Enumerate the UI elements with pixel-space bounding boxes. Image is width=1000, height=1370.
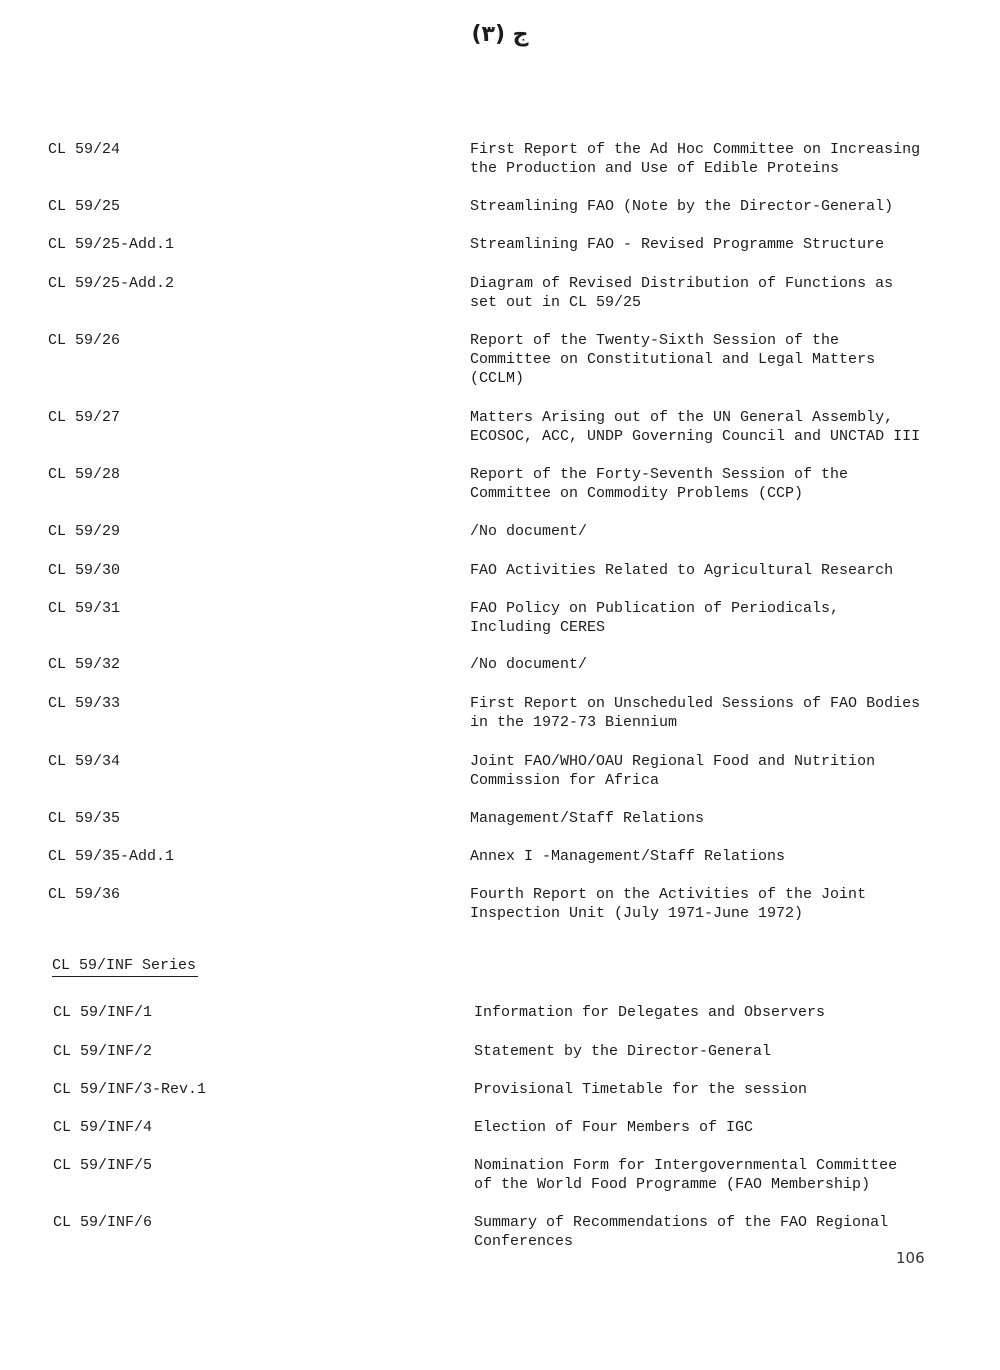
document-code: CL 59/28	[48, 466, 121, 483]
document-title-line: First Report of the Ad Hoc Committee on Increasing	[470, 141, 921, 158]
document-title-line: Information for Delegates and Observers	[474, 1004, 826, 1021]
document-title-line: FAO Policy on Publication of Periodicals,	[470, 600, 840, 617]
document-code: CL 59/25-Add.1	[48, 236, 175, 253]
document-title-line: Fourth Report on the Activities of the Joint	[470, 886, 867, 903]
document-code: CL 59/27	[48, 409, 121, 426]
document-code: CL 59/24	[48, 141, 121, 158]
document-title-line: Management/Staff Relations	[470, 810, 705, 827]
document-code: CL 59/34	[48, 753, 121, 770]
document-title	[470, 408, 970, 446]
document-title-line: Commission for Africa	[470, 772, 660, 789]
document-title-line: Conferences	[474, 1233, 574, 1250]
document-title	[470, 561, 970, 580]
document-code: CL 59/36	[48, 886, 121, 903]
document-title	[474, 1003, 974, 1022]
document-title-line: Including CERES	[470, 619, 606, 636]
document-title-line: Diagram of Revised Distribution of Functions as	[470, 275, 894, 292]
document-title-line: ECOSOC, ACC, UNDP Governing Council and UNCTAD III	[470, 428, 921, 445]
document-title-line: Statement by the Director-General	[474, 1043, 772, 1060]
document-title-line: Report of the Twenty-Sixth Session of the	[470, 332, 840, 349]
document-title-line: Inspection Unit (July 1971-June 1972)	[470, 905, 804, 922]
document-title	[470, 847, 970, 866]
document-title-line: First Report on Unscheduled Sessions of FAO Bodies	[470, 695, 921, 712]
document-title-line: of the World Food Programme (FAO Membership)	[474, 1176, 871, 1193]
document-code: CL 59/INF/5	[53, 1157, 153, 1174]
document-title-line: Election of Four Members of IGC	[474, 1119, 754, 1136]
document-code: CL 59/INF/6	[53, 1214, 153, 1231]
document-code: CL 59/31	[48, 600, 121, 617]
document-code: CL 59/26	[48, 332, 121, 349]
document-title-line: Streamlining FAO (Note by the Director-General)	[470, 198, 894, 215]
document-code: CL 59/INF/3-Rev.1	[53, 1081, 207, 1098]
document-title-line: (CCLM)	[470, 370, 525, 387]
document-title-line: Report of the Forty-Seventh Session of the	[470, 466, 849, 483]
document-code: CL 59/25-Add.2	[48, 275, 175, 292]
document-title-line: Committee on Commodity Problems (CCP)	[470, 485, 804, 502]
document-title-line: Nomination Form for Intergovernmental Committee	[474, 1157, 898, 1174]
document-title	[474, 1080, 974, 1099]
document-title-line: set out in CL 59/25	[470, 294, 642, 311]
document-code: CL 59/INF/2	[53, 1043, 153, 1060]
document-code: CL 59/29	[48, 523, 121, 540]
document-title-line: Annex I -Management/Staff Relations	[470, 848, 786, 865]
document-title	[470, 522, 970, 541]
inf-series-heading: CL 59/INF Series	[52, 956, 198, 977]
document-title-line: /No document/	[470, 523, 588, 540]
document-title	[470, 809, 970, 828]
document-title-line: Provisional Timetable for the session	[474, 1081, 808, 1098]
document-title-line: Matters Arising out of the UN General Assembly,	[470, 409, 894, 426]
page-header: (٣) ج	[471, 22, 529, 47]
document-code: CL 59/33	[48, 695, 121, 712]
document-title	[470, 694, 970, 732]
document-title	[470, 885, 970, 923]
document-title-line: Committee on Constitutional and Legal Matters	[470, 351, 876, 368]
document-title	[474, 1042, 974, 1061]
document-title	[470, 140, 970, 178]
document-code: CL 59/INF/1	[53, 1004, 153, 1021]
document-title	[474, 1213, 974, 1251]
document-code: CL 59/25	[48, 198, 121, 215]
document-code: CL 59/35-Add.1	[48, 848, 175, 865]
document-title	[470, 599, 970, 637]
document-code: CL 59/30	[48, 562, 121, 579]
document-code: CL 59/35	[48, 810, 121, 827]
document-title	[470, 465, 970, 503]
document-title	[470, 331, 970, 388]
document-title-line: /No document/	[470, 656, 588, 673]
document-title-line: in the 1972-73 Biennium	[470, 714, 678, 731]
document-title	[470, 655, 970, 674]
page-number: 106	[896, 1249, 925, 1267]
document-title	[470, 235, 970, 254]
document-title	[474, 1156, 974, 1194]
document-title-line: Joint FAO/WHO/OAU Regional Food and Nutrition	[470, 753, 876, 770]
document-code: CL 59/32	[48, 656, 121, 673]
document-title-line: the Production and Use of Edible Proteins	[470, 160, 840, 177]
document-code: CL 59/INF/4	[53, 1119, 153, 1136]
document-title	[474, 1118, 974, 1137]
document-title-line: FAO Activities Related to Agricultural Research	[470, 562, 894, 579]
document-title	[470, 197, 970, 216]
document-title-line: Summary of Recommendations of the FAO Regional	[474, 1214, 889, 1231]
document-title-line: Streamlining FAO - Revised Programme Structure	[470, 236, 885, 253]
document-title	[470, 752, 970, 790]
document-title	[470, 274, 970, 312]
